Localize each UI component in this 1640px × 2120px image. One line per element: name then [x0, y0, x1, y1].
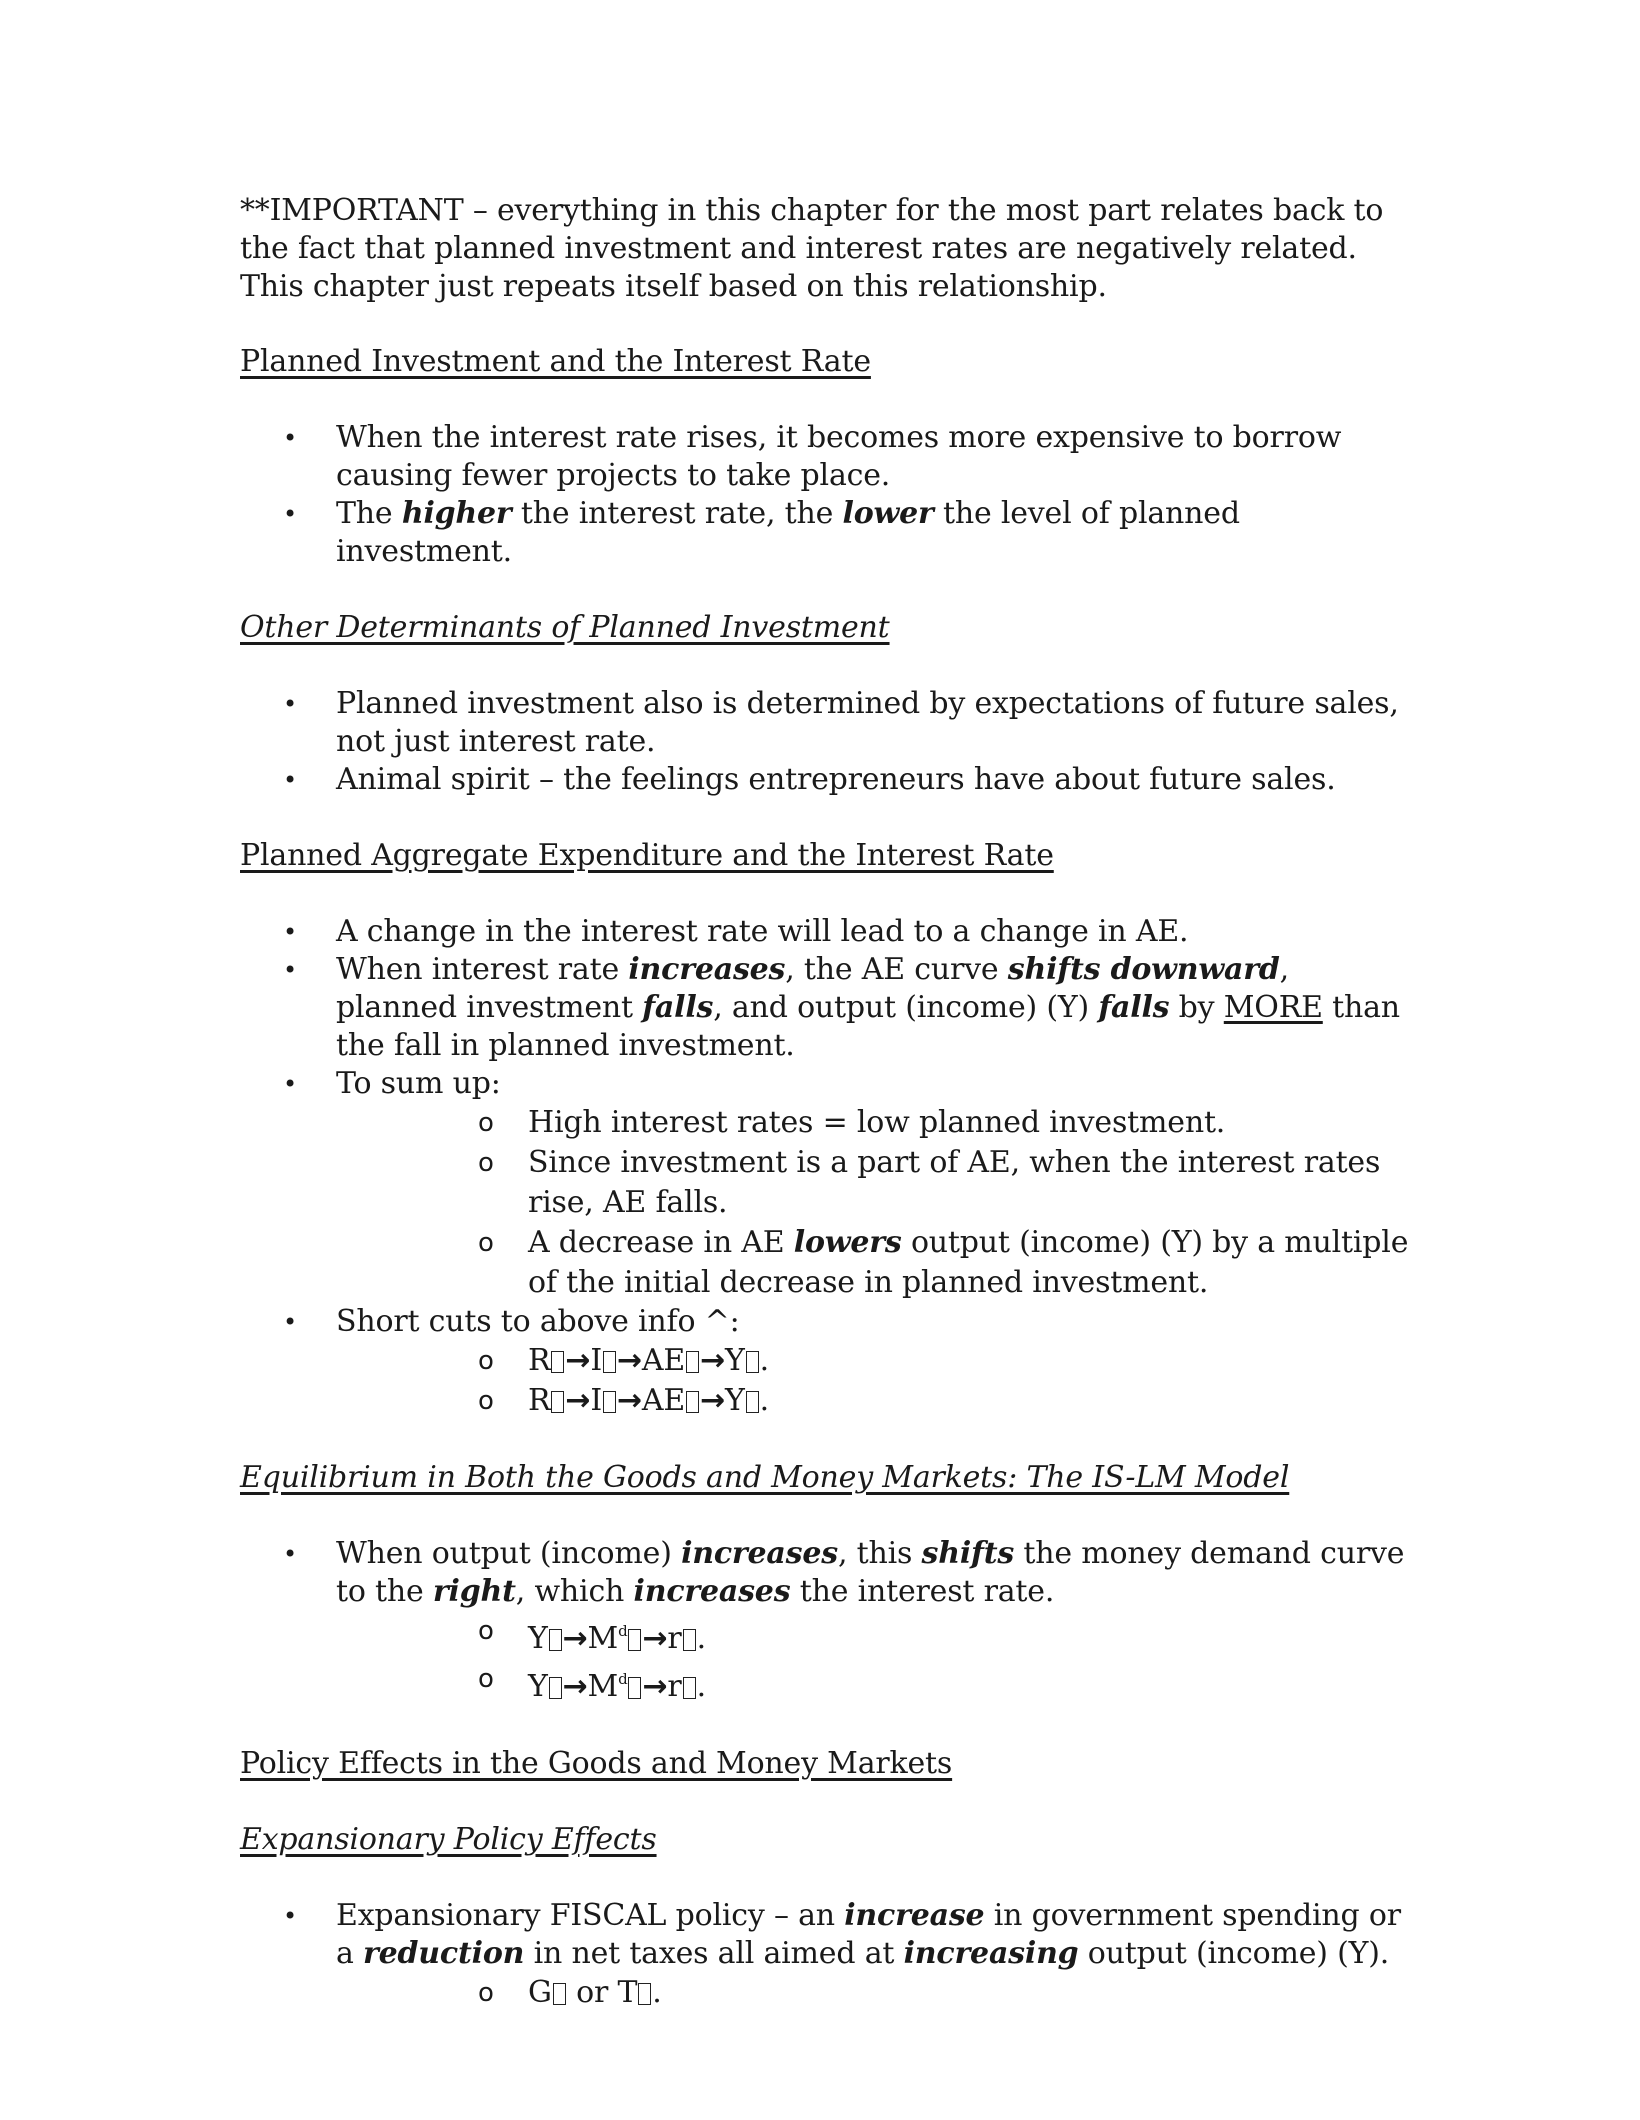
section-heading-planned-investment: Planned Investment and the Interest Rate: [240, 344, 871, 379]
arrow-icon: →: [700, 1343, 726, 1378]
document-page: [240, 192, 1410, 2051]
missing-glyph-icon: [686, 1351, 699, 1373]
intro-paragraph: **IMPORTANT – everything in this chapter for the most part relates back to the fact that planned investment and interest rates are negatively related. This chapter just repeats itself based on this relationship.: [240, 193, 1384, 304]
sub-bullet-icon: o: [478, 1108, 494, 1138]
sub-list-item: o High interest rates = low planned investment.: [432, 1103, 1410, 1143]
arrow-icon: →: [616, 1343, 642, 1378]
arrow-icon: →: [565, 1343, 591, 1378]
missing-glyph-icon: [683, 1629, 696, 1651]
list-item: • Expansionary FISCAL policy – an increase in government spending or a reduction in net taxes all aimed at increasing output (income) (Y). o G or T .: [240, 1897, 1410, 2013]
bullet-icon: •: [283, 918, 297, 946]
section-heading-expansionary: Expansionary Policy Effects: [240, 1822, 657, 1857]
bullet-list: [240, 1897, 1410, 2013]
missing-glyph-icon: [683, 1677, 696, 1699]
sub-bullet-list: [336, 1341, 1410, 1421]
sub-bullet-icon: o: [478, 1148, 494, 1178]
sub-list-item: o R →I →AE →Y .: [432, 1381, 1410, 1421]
list-item: • To sum up: o High interest rates = low planned investment. o Since investment is a part of AE, when the interest rates rise, AE falls. o A decrease in AE lowers output (income) (Y) by a multiple of the initial decrease in planned investment.: [240, 1065, 1410, 1303]
sub-bullet-icon: o: [478, 1664, 494, 1694]
arrow-icon: →: [700, 1383, 726, 1418]
bullet-icon: •: [283, 766, 297, 794]
sub-list-item: o A decrease in AE lowers output (income) (Y) by a multiple of the initial decrease in planned investment.: [478, 1225, 1409, 1300]
sub-list-item: o $Y \to M^d \to r$ .: [432, 1611, 1410, 1659]
missing-glyph-icon: [551, 1351, 564, 1373]
sub-list-item: o R →I →AE →Y .: [432, 1341, 1410, 1381]
bullet-icon: •: [283, 424, 297, 452]
bullet-icon: •: [283, 1902, 297, 1930]
sub-bullet-list: [336, 1103, 1410, 1303]
section-heading-planned-ae: Planned Aggregate Expenditure and the Interest Rate: [240, 838, 1054, 873]
section-heading-is-lm: Equilibrium in Both the Goods and Money Markets: The IS-LM Model: [240, 1460, 1290, 1495]
list-item: • When the interest rate rises, it becomes more expensive to borrow causing fewer projects to take place.: [283, 420, 1342, 493]
bullet-list: [240, 913, 1410, 1421]
arrow-icon: →: [642, 1621, 668, 1656]
sub-bullet-icon: o: [478, 1978, 494, 2008]
arrow-icon: →: [562, 1669, 588, 1704]
bullet-list: [240, 419, 1410, 571]
missing-glyph-icon: [603, 1391, 616, 1413]
bullet-icon: •: [283, 1070, 297, 1098]
list-item: • When output (income) increases, this shifts the money demand curve to the right, which increases the interest rate. o $Y \to M^d \to r$ . o $Y \to M^d \to r$ .: [240, 1535, 1410, 1707]
sub-bullet-icon: o: [478, 1228, 494, 1258]
bullet-icon: •: [283, 690, 297, 718]
arrow-icon: →: [616, 1383, 642, 1418]
bullet-icon: •: [283, 500, 297, 528]
missing-glyph-icon: [628, 1677, 641, 1699]
missing-glyph-icon: [686, 1391, 699, 1413]
missing-glyph-icon: [549, 1677, 562, 1699]
sub-bullet-icon: o: [478, 1386, 494, 1416]
sub-list-item: o $Y \to M^d \to r$ .: [432, 1659, 1410, 1707]
sub-bullet-icon: o: [478, 1346, 494, 1376]
arrow-icon: →: [565, 1383, 591, 1418]
sub-bullet-list: [336, 1973, 1410, 2013]
arrow-icon: →: [642, 1669, 668, 1704]
bullet-icon: •: [283, 1308, 297, 1336]
missing-glyph-icon: [549, 1629, 562, 1651]
section-heading-policy-effects: Policy Effects in the Goods and Money Markets: [240, 1746, 953, 1781]
bullet-list: [240, 1535, 1410, 1707]
list-item: • The higher the interest rate, the lower the level of planned investment.: [283, 496, 1240, 569]
missing-glyph-icon: [746, 1351, 759, 1373]
arrow-icon: →: [562, 1621, 588, 1656]
list-item: • Animal spirit – the feelings entrepreneurs have about future sales.: [283, 762, 1336, 797]
list-item: • A change in the interest rate will lead to a change in AE.: [283, 914, 1189, 949]
section-heading-other-determinants: Other Determinants of Planned Investment: [240, 610, 890, 645]
missing-glyph-icon: [638, 1983, 651, 2005]
list-item: • When interest rate increases, the AE curve shifts downward, planned investment falls, and output (income) (Y) falls by MORE than the fall in planned investment.: [283, 952, 1400, 1063]
missing-glyph-icon: [628, 1629, 641, 1651]
missing-glyph-icon: [553, 1983, 566, 2005]
list-item: • Planned investment also is determined by expectations of future sales, not just interest rate.: [283, 686, 1399, 759]
sub-bullet-list: [336, 1611, 1410, 1707]
sub-list-item: o G or T .: [432, 1973, 1410, 2013]
bullet-icon: •: [283, 956, 297, 984]
sub-list-item: o Since investment is a part of AE, when the interest rates rise, AE falls.: [478, 1145, 1381, 1220]
bullet-list: [240, 685, 1410, 799]
list-item: • Short cuts to above info ^: o R →I →AE →Y . o R →I →AE →Y .: [240, 1303, 1410, 1421]
missing-glyph-icon: [746, 1391, 759, 1413]
missing-glyph-icon: [551, 1391, 564, 1413]
sub-bullet-icon: o: [478, 1616, 494, 1646]
missing-glyph-icon: [603, 1351, 616, 1373]
bullet-icon: •: [283, 1540, 297, 1568]
